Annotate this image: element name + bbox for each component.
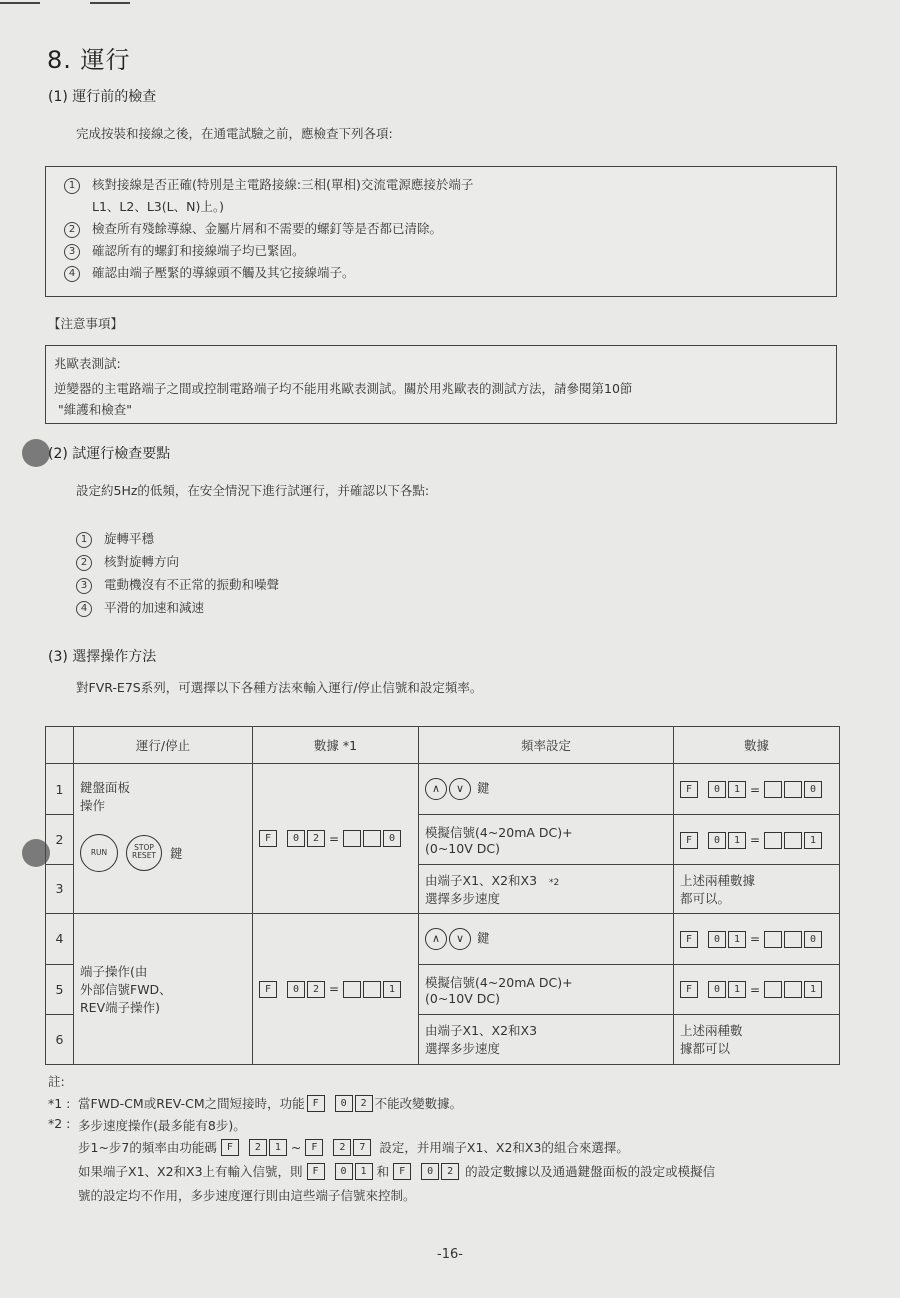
f02-code-display [393,1163,459,1180]
either-text: 上述兩種數據 [680,872,756,888]
caution-title: 【注意事項】 [48,316,124,331]
up-key-icon: ∧ [425,778,447,800]
display-digit: F [307,1095,325,1112]
f27-code-display [305,1139,371,1156]
display-digit: F [680,781,698,798]
section-2-intro: 設定約5Hz的低頻，在安全情況下進行試運行，并確認以下各點: [76,483,430,498]
freq-data-cell [674,764,840,815]
multistep-text: 由端子X1、X2和X3 [425,1023,538,1039]
checklist-item [64,175,473,194]
checklist-item [64,219,442,238]
display-digit: F [680,981,698,998]
display-digit: 1 [728,931,746,948]
item-number: 2 [64,222,80,238]
terminal-label: REV端子操作) [80,999,161,1015]
either-text: 上述兩種數 [680,1023,743,1039]
equals-sign: = [750,932,761,947]
display-digit: 0 [708,981,726,998]
freq-data-cell [674,964,840,1014]
f02-code-display [307,1095,373,1112]
caution-line: "維護和檢查" [58,402,132,417]
item-text: 旋轉平穩 [104,531,155,546]
section-3-intro: 對FVR-E7S系列，可選擇以下各種方法來輸入運行/停止信號和設定頻率。 [76,680,483,695]
f01-equals-0-display [680,781,822,798]
display-digit [363,981,381,998]
analog-signal-text: (0~10V DC) [425,990,500,1006]
note-2-line: 號的設定均不作用，多步速度運行則由這些端子信號來控制。 [78,1188,416,1203]
caution-box [45,345,837,424]
display-digit: 0 [708,781,726,798]
keypad-label: 鍵盤面板 [80,780,131,796]
operation-method-table [45,726,840,1065]
display-digit [784,981,802,998]
freq-setting-cell [419,764,674,815]
key-suffix: 鍵 [476,930,490,946]
item-number: 1 [76,532,92,548]
display-digit: 1 [728,781,746,798]
checklist-item [64,241,305,260]
display-digit: 0 [287,830,305,847]
row-number: 1 [46,764,74,815]
display-digit: 2 [333,1139,351,1156]
display-digit: 0 [335,1095,353,1112]
item-text: 核對旋轉方向 [104,554,180,569]
checklist-box [45,166,837,297]
f02-equals-1-display [259,981,401,998]
terminal-label: 端子操作(由 [80,963,148,979]
note-2-line [78,1162,715,1180]
key-suffix: 鍵 [476,780,490,796]
row-number: 3 [46,865,74,913]
freq-data-cell [674,1014,840,1064]
display-digit: 2 [307,981,325,998]
display-digit [764,981,782,998]
item-text: 確認由端子壓緊的導線頭不觸及其它接線端子。 [92,265,355,280]
notes-label: 註: [48,1074,65,1089]
either-text: 都可以。 [680,890,731,906]
item-number: 3 [76,578,92,594]
display-digit: 2 [307,830,325,847]
analog-signal-text: 模擬信號(4~20mA DC)+ [425,825,573,841]
page-number: -16- [437,1247,463,1262]
table-header-cell: 數據 *1 [253,727,419,764]
keypad-keys [80,834,246,872]
section-3-title: (3) 選擇操作方法 [48,649,157,665]
analog-signal-text: 模擬信號(4~20mA DC)+ [425,974,573,990]
note-mark: *2 : [48,1116,71,1131]
section-1-title: (1) 運行前的檢查 [48,89,157,105]
display-digit: F [393,1163,411,1180]
row-number: 4 [46,913,74,964]
display-digit [784,832,802,849]
equals-sign: = [329,831,340,846]
display-digit: 0 [287,981,305,998]
display-digit [343,981,361,998]
table-header-row [46,727,840,764]
reset-label: RESET [131,851,157,861]
note-mark: *1 : [48,1095,71,1111]
display-digit: 1 [728,981,746,998]
check-point [76,598,204,617]
section-1-intro: 完成按裝和接線之後，在通電試驗之前，應檢查下列各項: [76,126,393,141]
check-point [76,575,279,594]
display-digit [784,781,802,798]
keypad-label: 操作 [80,798,106,814]
table-row [46,913,840,964]
display-digit [784,931,802,948]
f21-code-display [221,1139,287,1156]
table-header-cell: 數據 [674,727,840,764]
f01-code-display [307,1163,373,1180]
item-text: 電動機沒有不正常的振動和噪聲 [104,577,280,592]
display-digit: 1 [804,832,822,849]
display-digit: F [259,830,277,847]
display-digit: 0 [804,781,822,798]
row-number: 2 [46,815,74,865]
equals-sign: = [750,833,761,848]
f02-equals-0-display [259,830,401,847]
item-number: 2 [76,555,92,571]
display-digit: 2 [249,1139,267,1156]
note-text: 如果端子X1、X2和X3上有輸入信號，則 [78,1164,303,1179]
item-number: 3 [64,244,80,260]
keypad-operation-cell [74,764,253,913]
item-number: 4 [64,266,80,282]
run-key-icon: RUN [80,834,118,872]
freq-setting-cell [419,1014,674,1064]
item-number: 4 [76,601,92,617]
display-digit: F [305,1139,323,1156]
freq-data-cell [674,865,840,913]
analog-signal-text: (0~10V DC) [425,841,500,857]
check-point [76,552,179,571]
display-digit: F [307,1163,325,1180]
table-header-cell [46,727,74,764]
freq-data-cell [674,815,840,865]
terminal-label: 外部信號FWD、 [80,981,172,997]
caution-line: 逆變器的主電路端子之間或控制電路端子均不能用兆歐表測試。關於用兆歐表的測試方法，請參閱第10節 [54,381,633,396]
display-digit: F [259,981,277,998]
display-digit: 0 [421,1163,439,1180]
row-number: 6 [46,1014,74,1064]
display-digit [764,931,782,948]
up-key-icon: ∧ [425,928,447,950]
display-digit: 1 [355,1163,373,1180]
display-digit: 1 [383,981,401,998]
note-text: 的設定數據以及通過鍵盤面板的設定或模擬信 [465,1164,716,1179]
equals-sign: = [750,982,761,997]
table-header-cell: 頻率設定 [419,727,674,764]
freq-setting-cell [419,964,674,1014]
display-digit: 1 [269,1139,287,1156]
table-row [46,764,840,815]
equals-sign: = [750,782,761,797]
display-digit: 2 [441,1163,459,1180]
f01-equals-1-display [680,832,822,849]
top-rule-right [90,2,130,4]
f01-equals-0-display [680,931,822,948]
multistep-text: 由端子X1、X2和X3 [425,872,538,888]
note-2 [48,1116,246,1134]
page-heading: 8. 運行 [47,46,131,74]
display-digit: 1 [728,832,746,849]
note-text: 步1~步7的頻率由功能碼 [78,1140,217,1155]
row-number: 5 [46,964,74,1014]
note-text: 多步速度操作(最多能有8步)。 [78,1118,246,1133]
freq-setting-cell [419,815,674,865]
item-text-cont: L1、L2、L3(L、N)上。) [92,199,224,214]
display-digit: 0 [708,832,726,849]
freq-data-cell [674,913,840,964]
freq-setting-cell [419,865,674,913]
note-text: 和 [376,1164,390,1179]
note-text: ~ [290,1139,302,1155]
display-digit [343,830,361,847]
top-rule-left [0,2,40,4]
note-text: 不能改變數據。 [374,1096,463,1111]
table-header-cell: 運行/停止 [74,727,253,764]
terminal-operation-cell [74,913,253,1064]
display-digit [764,781,782,798]
display-digit: 7 [353,1139,371,1156]
display-digit: 2 [355,1095,373,1112]
item-text: 核對接線是否正確(特別是主電路接線:三相(單相)交流電源應接於端子 [92,177,474,192]
down-key-icon: ∨ [449,778,471,800]
note-text: 設定，并用端子X1、X2和X3的組合來選擇。 [379,1140,629,1155]
note-2-line [78,1138,629,1156]
display-digit: 0 [383,830,401,847]
binder-hole [22,439,50,467]
run-data-cell [253,764,419,913]
item-text: 確認所有的螺釘和接線端子均已緊固。 [92,243,305,258]
display-digit: F [221,1139,239,1156]
checklist-item [64,263,355,282]
multistep-text: 選擇多步速度 [425,1041,501,1057]
note-ref: *2 [549,877,560,888]
display-digit [764,832,782,849]
check-point [76,529,154,548]
display-digit: F [680,931,698,948]
display-digit: 0 [804,931,822,948]
display-digit: 0 [335,1163,353,1180]
note-1 [48,1094,462,1112]
item-text: 檢查所有殘餘導線、金屬片屑和不需要的螺釘等是否都已清除。 [92,221,443,236]
either-text: 據都可以 [680,1041,731,1057]
down-key-icon: ∨ [449,928,471,950]
display-digit: 1 [804,981,822,998]
note-text: 當FWD-CM或REV-CM之間短接時，功能 [78,1096,305,1111]
run-data-cell [253,913,419,1064]
display-digit [363,830,381,847]
f01-equals-1-display [680,981,822,998]
equals-sign: = [329,982,340,997]
stop-label: STOP [134,843,154,853]
freq-setting-cell [419,913,674,964]
multistep-text: 選擇多步速度 [425,890,501,906]
item-number: 1 [64,178,80,194]
display-digit: F [680,832,698,849]
key-suffix: 鍵 [170,846,183,862]
display-digit: 0 [708,931,726,948]
caution-line: 兆歐表測試: [54,356,121,371]
item-text: 平滑的加速和減速 [104,600,205,615]
stop-reset-key-icon [126,835,162,871]
section-2-title: (2) 試運行檢查要點 [48,446,171,462]
